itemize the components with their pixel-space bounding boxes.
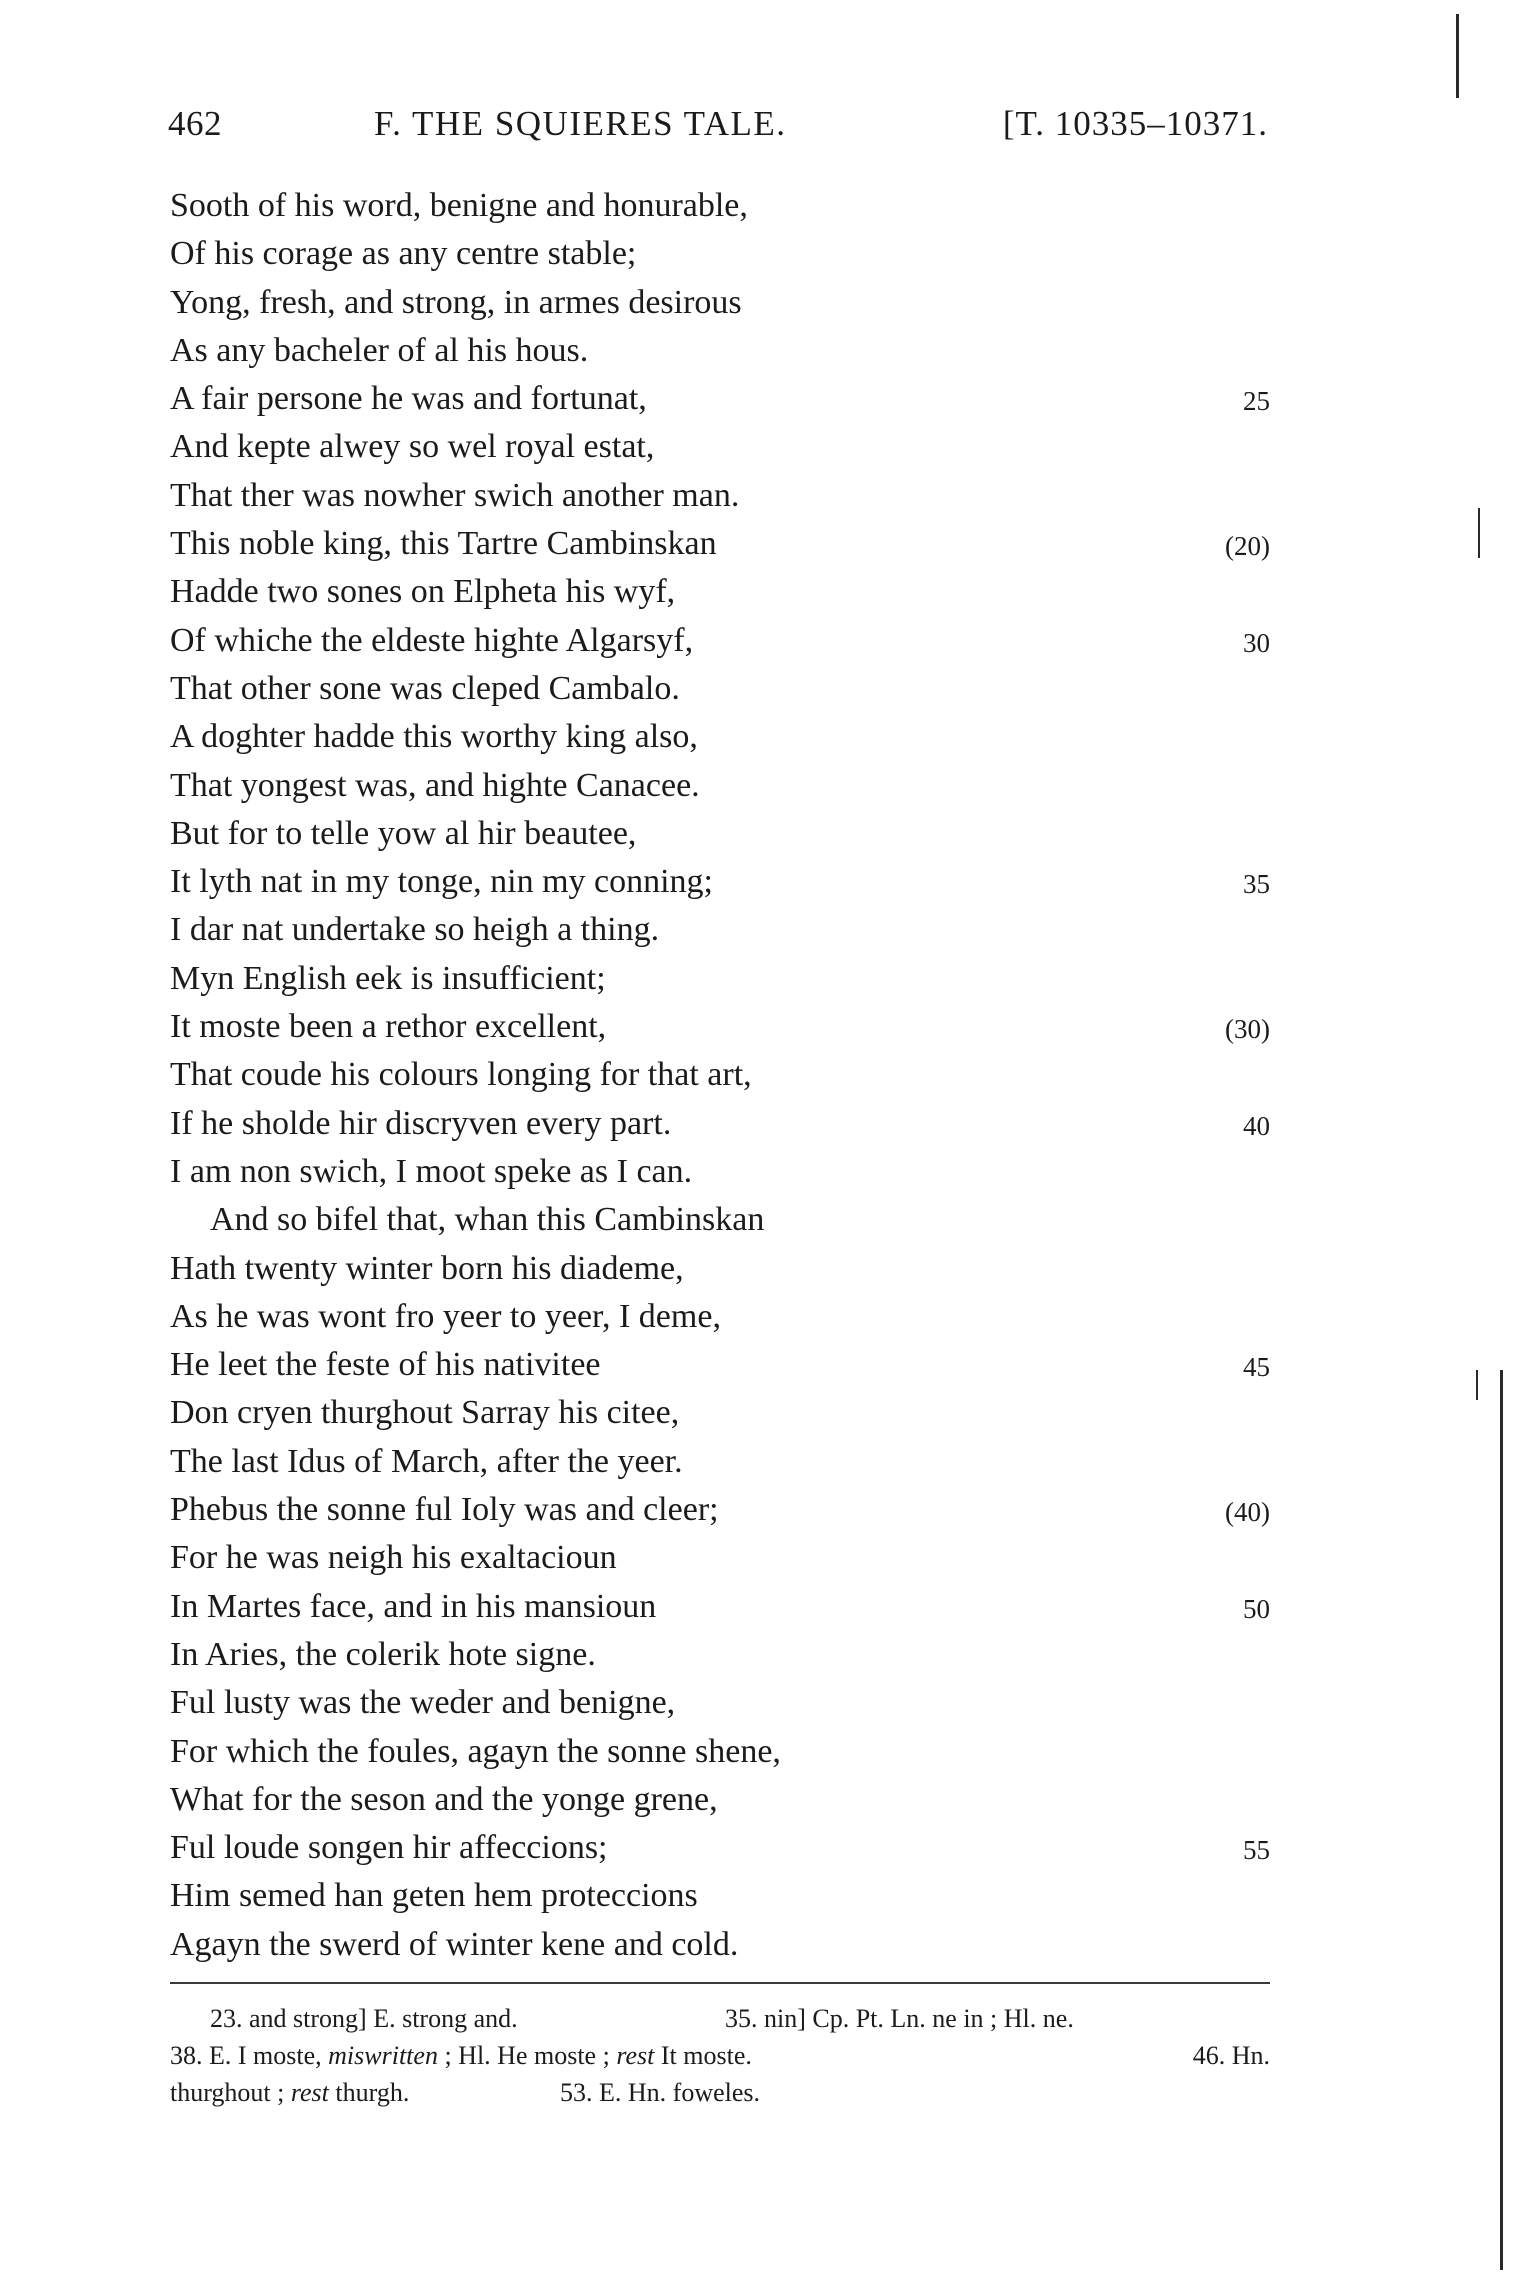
running-title: F. THE SQUIERES TALE. <box>374 104 787 143</box>
verse-text: In Martes face, and in his mansioun <box>170 1587 657 1625</box>
footnote: thurghout ; rest thurgh. <box>170 2078 410 2107</box>
line-number: (40) <box>1225 1497 1270 1528</box>
verse-line <box>170 520 1270 568</box>
verse-line <box>170 665 1270 713</box>
verse-text: This noble king, this Tartre Cambinskan <box>170 525 717 563</box>
verse-line <box>170 182 1270 230</box>
verse-text: Hadde two sones on Elpheta his wyf, <box>170 573 676 611</box>
verse-line <box>170 230 1270 278</box>
verse-text: It moste been a rethor excellent, <box>170 1008 607 1046</box>
verse-text: As he was wont fro yeer to yeer, I deme, <box>170 1297 721 1335</box>
verse-text: Sooth of his word, benigne and honurable, <box>170 187 748 224</box>
verse-text: If he sholde hir discryven every part. <box>170 1104 672 1142</box>
verse-text: And so bifel that, whan this Cambinskan <box>210 1201 765 1239</box>
verse-text: Agayn the swerd of winter kene and cold. <box>170 1925 739 1963</box>
verse-line <box>170 762 1270 810</box>
verse-line <box>170 1389 1270 1437</box>
verse-text: Yong, fresh, and strong, in armes desirous <box>170 283 742 321</box>
verse-line <box>170 1583 1270 1631</box>
verse-text: That ther was nowher swich another man. <box>170 476 740 514</box>
verse-line <box>170 472 1270 520</box>
verse-line <box>170 1534 1270 1582</box>
verse-text: For he was neigh his exaltacioun <box>170 1539 617 1577</box>
verse-text: For which the foules, agayn the sonne shene, <box>170 1732 781 1770</box>
verse-line <box>170 1341 1270 1389</box>
verse-text: A fair persone he was and fortunat, <box>170 380 647 418</box>
footnotes <box>170 2000 1270 2111</box>
verse-line <box>170 1148 1270 1196</box>
verse-text: Ful lusty was the weder and benigne, <box>170 1684 676 1722</box>
footnote: 23. and strong] E. strong and. <box>210 2004 518 2033</box>
line-number: 50 <box>1243 1593 1270 1624</box>
verse-text: I dar nat undertake so heigh a thing. <box>170 911 660 949</box>
line-number: 25 <box>1243 386 1270 417</box>
footnote: 35. nin] Cp. Pt. Ln. ne in ; Hl. ne. <box>725 2004 1074 2033</box>
line-number: (20) <box>1225 531 1270 562</box>
scan-mark <box>1456 14 1459 98</box>
poem-text <box>170 182 1270 1969</box>
verse-line <box>170 1003 1270 1051</box>
line-number: (30) <box>1225 1014 1270 1045</box>
verse-line <box>170 810 1270 858</box>
verse-text: Of his corage as any centre stable; <box>170 235 637 273</box>
footnote-row <box>170 2037 1270 2074</box>
footnote: 53. E. Hn. foweles. <box>560 2078 761 2107</box>
verse-text: A doghter hadde this worthy king also, <box>170 718 698 756</box>
verse-text: He leet the feste of his nativitee <box>170 1346 601 1384</box>
verse-line <box>170 617 1270 665</box>
verse-line <box>170 858 1270 906</box>
verse-line <box>170 1776 1270 1824</box>
verse-text: I am non swich, I moot speke as I can. <box>170 1152 693 1190</box>
verse-line <box>170 1486 1270 1534</box>
verse-line <box>170 1245 1270 1293</box>
scan-mark <box>1478 508 1480 558</box>
verse-line <box>170 327 1270 375</box>
verse-text: But for to telle yow al hir beautee, <box>170 814 637 852</box>
verse-text: Ful loude songen hir affeccions; <box>170 1829 608 1867</box>
verse-text: The last Idus of March, after the yeer. <box>170 1442 683 1480</box>
verse-text: It lyth nat in my tonge, nin my conning; <box>170 863 714 901</box>
line-number: 55 <box>1243 1835 1270 1866</box>
line-range: [T. 10335–10371. <box>1002 104 1268 143</box>
verse-line <box>170 1679 1270 1727</box>
scan-mark <box>1476 1370 1478 1400</box>
verse-line <box>170 955 1270 1003</box>
verse-line <box>170 906 1270 954</box>
verse-text: That coude his colours longing for that art, <box>170 1056 752 1094</box>
verse-line <box>170 1438 1270 1486</box>
verse-line <box>170 1728 1270 1776</box>
verse-line <box>170 375 1270 423</box>
verse-line <box>170 1100 1270 1148</box>
verse-text: And kepte alwey so wel royal estat, <box>170 428 655 466</box>
verse-line <box>170 1921 1270 1969</box>
verse-text: Hath twenty winter born his diademe, <box>170 1249 684 1287</box>
verse-text: That yongest was, and highte Canacee. <box>170 766 700 804</box>
verse-line <box>170 1051 1270 1099</box>
verse-text: Myn English eek is insufficient; <box>170 959 606 997</box>
verse-line <box>170 423 1270 471</box>
verse-text: As any bacheler of al his hous. <box>170 331 589 369</box>
footnote: 46. Hn. <box>1192 2041 1270 2070</box>
verse-line <box>170 1293 1270 1341</box>
verse-text: Of whiche the eldeste highte Algarsyf, <box>170 621 694 659</box>
verse-text: What for the seson and the yonge grene, <box>170 1780 718 1818</box>
verse-text: Don cryen thurghout Sarray his citee, <box>170 1394 680 1432</box>
verse-line <box>170 279 1270 327</box>
line-number: 45 <box>1243 1352 1270 1383</box>
line-number: 40 <box>1243 1110 1270 1141</box>
verse-text: Him semed han geten hem proteccions <box>170 1877 698 1915</box>
page-number: 462 <box>168 104 222 143</box>
page-header <box>168 104 1268 154</box>
verse-line <box>170 1196 1270 1244</box>
verse-text: That other sone was cleped Cambalo. <box>170 669 680 707</box>
line-number: 30 <box>1243 627 1270 658</box>
verse-line <box>170 1631 1270 1679</box>
line-number: 35 <box>1243 869 1270 900</box>
verse-text: Phebus the sonne ful Ioly was and cleer; <box>170 1491 719 1529</box>
verse-line <box>170 1824 1270 1872</box>
verse-line <box>170 713 1270 761</box>
verse-text: In Aries, the colerik hote signe. <box>170 1635 596 1673</box>
footnote: 38. E. I moste, miswritten ; Hl. He moste ; rest It moste. <box>170 2041 752 2070</box>
verse-line <box>170 568 1270 616</box>
verse-line <box>170 1872 1270 1920</box>
footnote-rule <box>170 1982 1270 1984</box>
scan-mark <box>1500 1370 1503 2270</box>
footnote-row <box>170 2000 1270 2037</box>
footnote-row <box>170 2074 1270 2111</box>
